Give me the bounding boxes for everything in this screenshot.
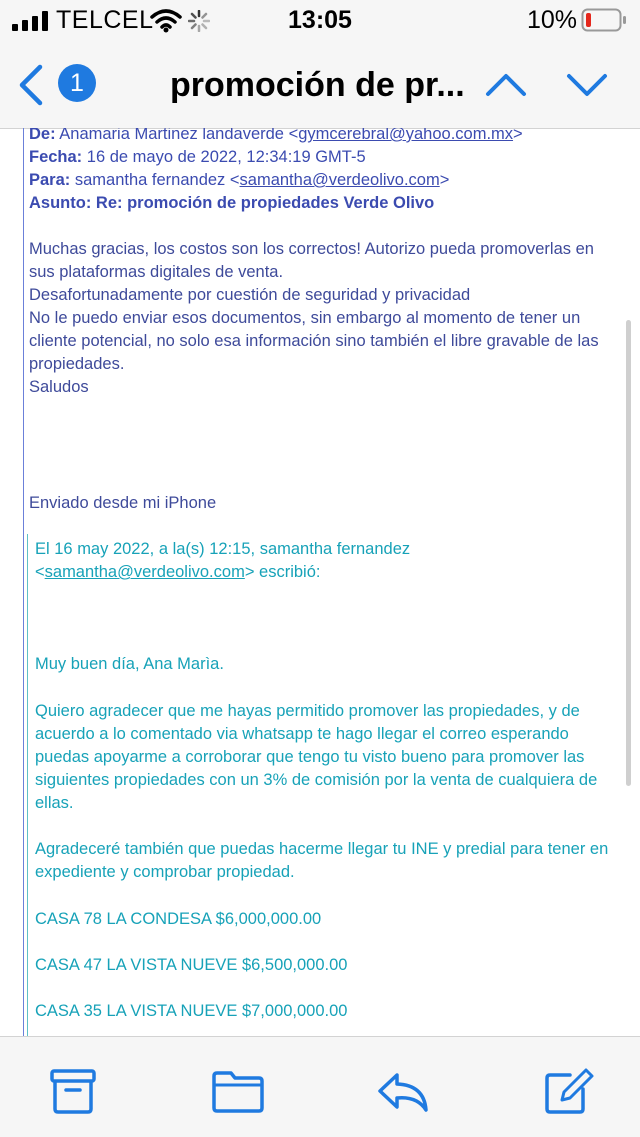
compose-icon[interactable] <box>540 1067 596 1115</box>
quoted-line: acuerdo a lo comentado via whatsapp te hago llegar el correo esperando <box>35 725 569 743</box>
message-body[interactable] <box>0 128 640 1036</box>
property-item: CASA 47 LA VISTA NUEVE $6,500,000.00 <box>35 956 348 974</box>
email-signature: Enviado desde mi iPhone <box>29 494 217 512</box>
reply-line: No le puedo enviar esos documentos, sin embargo al momento de tener un <box>29 309 581 327</box>
property-item: CASA 35 LA VISTA NUEVE $7,000,000.00 <box>35 1002 348 1020</box>
battery-percentage: 10% <box>527 6 578 34</box>
scrollbar[interactable] <box>626 320 631 786</box>
clock: 13:05 <box>288 6 352 34</box>
bottom-toolbar <box>0 1036 640 1137</box>
from-email-link[interactable]: gymcerebral@yahoo.com.mx <box>298 128 514 143</box>
to-email-link[interactable]: samantha@verdeolivo.com <box>239 171 440 189</box>
quoted-intro: El 16 may 2022, a la(s) 12:15, samantha fernandez <box>35 540 411 558</box>
quoted-greeting: Muy buen día, Ana Marìa. <box>35 655 224 673</box>
quoted-line: expediente y comprobar propiedad. <box>35 863 295 881</box>
navigation-bar <box>0 44 640 129</box>
quoted-line: ellas. <box>35 794 74 812</box>
header-to: Para: samantha fernandez <samantha@verdeolivo.com> <box>29 171 450 189</box>
quote-bar-outer <box>23 128 24 1036</box>
header-from: De: Anamaria Martinez landaverde <gymcerebral@yahoo.com.mx> <box>29 128 523 146</box>
property-item: CASA 78 LA CONDESA $6,000,000.00 <box>35 910 322 928</box>
reply-line: propiedades. <box>29 355 125 373</box>
message-subject-title: promoción de pr... <box>170 66 465 104</box>
quoted-intro-email: <samantha@verdeolivo.com> escribió: <box>35 563 321 581</box>
archive-icon[interactable] <box>45 1067 101 1115</box>
previous-message-chevron-up-icon[interactable] <box>484 70 528 100</box>
status-bar <box>0 0 640 44</box>
back-chevron-icon[interactable] <box>16 64 46 106</box>
folder-icon[interactable] <box>210 1067 266 1115</box>
quoted-line: siguientes propiedades con un 3% de comisión por la venta de cualquiera de <box>35 771 598 789</box>
quoted-line: puedas apoyarme a corroborar que tengo tu visto bueno para promover las <box>35 748 585 766</box>
header-date: Fecha: 16 de mayo de 2022, 12:34:19 GMT-5 <box>29 148 366 166</box>
quote-bar-inner <box>27 534 28 1036</box>
reply-line: cliente potencial, no solo esa información sino también el libre gravable de las <box>29 332 599 350</box>
carrier-name: TELCEL <box>56 6 154 34</box>
quoted-email-link[interactable]: samantha@verdeolivo.com <box>44 563 245 581</box>
battery-icon <box>581 8 627 32</box>
quoted-line: Quiero agradecer que me hayas permitido promover las propiedades, y de <box>35 702 580 720</box>
unread-count-badge[interactable]: 1 <box>58 64 96 102</box>
quoted-line: Agradeceré también que puedas hacerme llegar tu INE y predial para tener en <box>35 840 609 858</box>
reply-line: sus plataformas digitales de venta. <box>29 263 284 281</box>
reply-line: Muchas gracias, los costos son los correctos! Autorizo pueda promoverlas en <box>29 240 594 258</box>
reply-icon[interactable] <box>375 1067 431 1115</box>
reply-line: Desafortunadamente por cuestión de seguridad y privacidad <box>29 286 471 304</box>
header-subject: Asunto: Re: promoción de propiedades Verde Olivo <box>29 194 435 212</box>
next-message-chevron-down-icon[interactable] <box>565 70 609 100</box>
reply-line: Saludos <box>29 378 89 396</box>
